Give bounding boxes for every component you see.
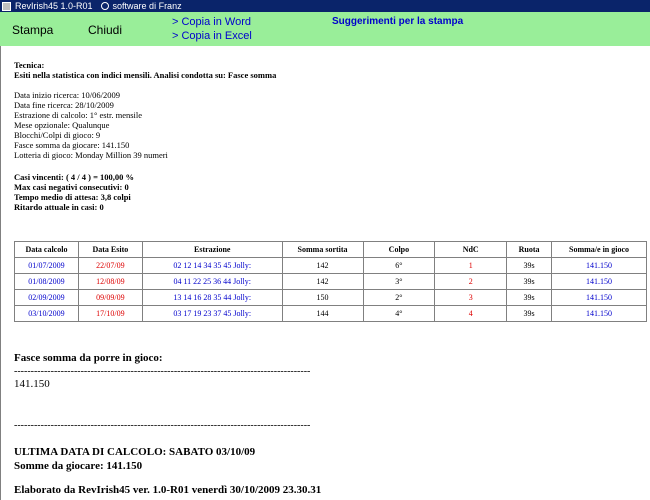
divider-dashes: ----------------------------------------------------------------------------------------- (14, 366, 311, 377)
ultima-data: ULTIMA DATA DI CALCOLO: SABATO 03/10/09 (14, 446, 256, 458)
cell-ndc: 1 (435, 258, 507, 274)
stampa-button[interactable]: Stampa (12, 23, 54, 37)
cell-ruota: 39s (507, 290, 552, 306)
cell-somma-in-gioco: 141.150 (552, 258, 647, 274)
summary-line: Casi vincenti: ( 4 / 4 ) = 100,00 % (14, 172, 135, 182)
software-label: software di Franz (112, 1, 182, 11)
cell-ruota: 39s (507, 274, 552, 290)
cell-data-calcolo: 01/07/2009 (15, 258, 79, 274)
summary-line: Max casi negativi consecutivi: 0 (14, 182, 129, 192)
copyright-icon (101, 2, 109, 10)
cell-estrazione: 03 17 19 23 37 45 Jolly: (142, 306, 282, 322)
table-row (15, 274, 647, 290)
cell-data-esito: 09/09/09 (78, 290, 142, 306)
window-title: RevIrish45 1.0-R01 (15, 1, 93, 11)
summary-line: Ritardo attuale in casi: 0 (14, 202, 104, 212)
cell-somma-in-gioco: 141.150 (552, 290, 647, 306)
header-somma-in-gioco: Somma/e in gioco (552, 242, 647, 258)
header-somma-sortita: Somma sortita (282, 242, 363, 258)
detail-line: Estrazione di calcolo: 1° estr. mensile (14, 110, 143, 120)
table-header-row (15, 242, 647, 258)
title-bar (0, 0, 650, 12)
somme-da-giocare: Somme da giocare: 141.150 (14, 460, 143, 472)
cell-somma-in-gioco: 141.150 (552, 274, 647, 290)
header-colpo: Colpo (363, 242, 435, 258)
app-icon (2, 2, 11, 11)
header-data-esito: Data Esito (78, 242, 142, 258)
chiudi-button[interactable]: Chiudi (88, 23, 123, 37)
fasce-title: Fasce somma da porre in gioco: (14, 352, 163, 364)
cell-somma-in-gioco: 141.150 (552, 306, 647, 322)
cell-estrazione: 02 12 14 34 35 45 Jolly: (142, 258, 282, 274)
copia-excel-link[interactable]: > Copia in Excel (172, 30, 252, 42)
cell-somma-sortita: 142 (282, 274, 363, 290)
header-ndc: NdC (435, 242, 507, 258)
cell-ndc: 3 (435, 290, 507, 306)
divider-dashes: ----------------------------------------------------------------------------------------- (14, 420, 311, 431)
cell-ndc: 2 (435, 274, 507, 290)
cell-somma-sortita: 144 (282, 306, 363, 322)
cell-estrazione: 13 14 16 28 35 44 Jolly: (142, 290, 282, 306)
toolbar (0, 12, 650, 46)
table-row (15, 290, 647, 306)
cell-colpo: 6° (363, 258, 435, 274)
cell-ruota: 39s (507, 258, 552, 274)
table-row (15, 306, 647, 322)
detail-line: Data fine ricerca: 28/10/2009 (14, 100, 114, 110)
cell-colpo: 3° (363, 274, 435, 290)
cell-data-calcolo: 02/09/2009 (15, 290, 79, 306)
cell-data-esito: 12/08/09 (78, 274, 142, 290)
cell-ndc: 4 (435, 306, 507, 322)
detail-line: Mese opzionale: Qualunque (14, 120, 110, 130)
detail-line: Lotteria di gioco: Monday Million 39 numeri (14, 150, 168, 160)
cell-data-esito: 17/10/09 (78, 306, 142, 322)
detail-line: Fasce somma da giocare: 141.150 (14, 140, 130, 150)
results-table (14, 241, 647, 322)
cell-data-calcolo: 03/10/2009 (15, 306, 79, 322)
cell-data-calcolo: 01/08/2009 (15, 274, 79, 290)
detail-line: Data inizio ricerca: 10/06/2009 (14, 90, 120, 100)
tecnica-label: Tecnica: (14, 60, 45, 70)
cell-colpo: 4° (363, 306, 435, 322)
cell-somma-sortita: 150 (282, 290, 363, 306)
header-ruota: Ruota (507, 242, 552, 258)
elaborato-line: Elaborato da RevIrish45 ver. 1.0-R01 venerdì 30/10/2009 23.30.31 (14, 484, 322, 496)
header-estrazione: Estrazione (142, 242, 282, 258)
cell-estrazione: 04 11 22 25 36 44 Jolly: (142, 274, 282, 290)
cell-colpo: 2° (363, 290, 435, 306)
report-content (0, 46, 650, 500)
cell-data-esito: 22/07/09 (78, 258, 142, 274)
copia-word-link[interactable]: > Copia in Word (172, 16, 251, 28)
detail-line: Blocchi/Colpi di gioco: 9 (14, 130, 101, 140)
fasce-value: 141.150 (14, 378, 50, 390)
summary-line: Tempo medio di attesa: 3,8 colpi (14, 192, 131, 202)
tecnica-desc: Esiti nella statistica con indici mensili. Analisi condotta su: Fasce somma (14, 70, 277, 80)
cell-ruota: 39s (507, 306, 552, 322)
suggerimenti-link[interactable]: Suggerimenti per la stampa (332, 16, 464, 27)
cell-somma-sortita: 142 (282, 258, 363, 274)
table-row (15, 258, 647, 274)
header-data-calcolo: Data calcolo (15, 242, 79, 258)
